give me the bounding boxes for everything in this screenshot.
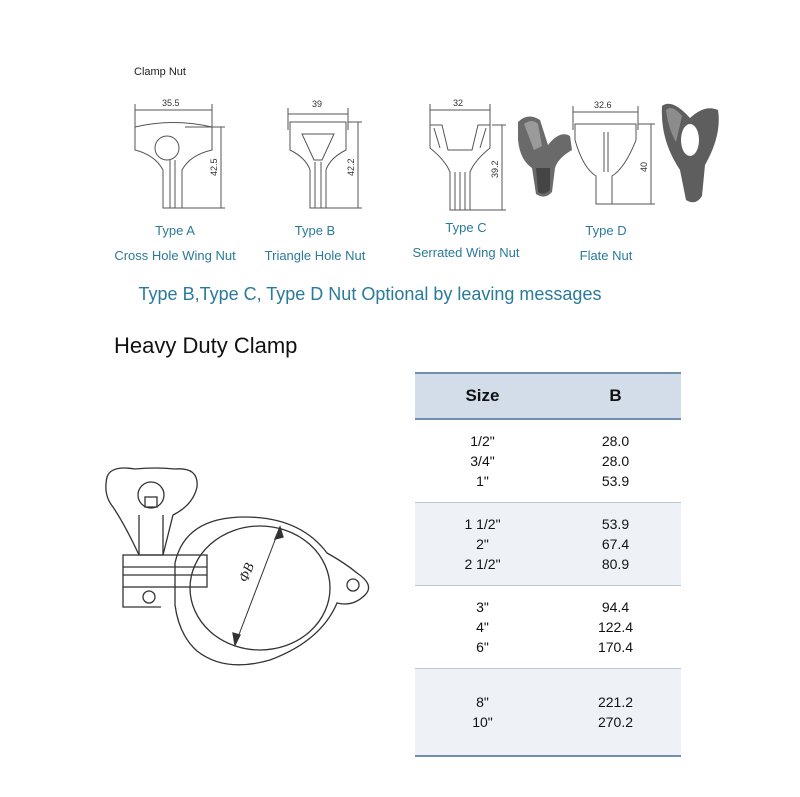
b-cell: 221.2 270.2	[550, 669, 681, 757]
table-row	[415, 586, 681, 669]
diameter-label: ΦB	[236, 561, 258, 585]
b-cell: 53.9 67.4 80.9	[550, 503, 681, 586]
table-row	[415, 669, 681, 757]
type-c-render	[518, 116, 572, 196]
type-b-name: Triangle Hole Nut	[264, 248, 366, 263]
type-a-label: Type A	[155, 223, 195, 238]
clamp-nut-drawings	[0, 0, 800, 280]
type-c-width: 32	[453, 98, 464, 108]
type-d-render	[662, 104, 719, 203]
type-b-label: Type B	[294, 223, 336, 238]
optional-note: Type B,Type C, Type D Nut Optional by leaving messages	[138, 284, 602, 304]
size-cell: 1 1/2" 2" 2 1/2"	[415, 503, 550, 586]
type-a-name: Cross Hole Wing Nut	[114, 248, 236, 263]
type-c-drawing	[430, 104, 506, 210]
size-column-header: Size	[415, 373, 550, 419]
b-cell: 94.4 122.4 170.4	[550, 586, 681, 669]
type-c-height: 39.2	[490, 160, 500, 178]
table-row	[415, 419, 681, 503]
type-b-height: 42.2	[346, 158, 356, 176]
heavy-duty-title: Heavy Duty Clamp	[114, 333, 298, 358]
type-d-name: Flate Nut	[579, 248, 633, 263]
size-cell: 1/2" 3/4" 1"	[415, 419, 550, 503]
heavy-duty-clamp-drawing	[95, 455, 395, 685]
type-c-label: Type C	[445, 220, 487, 235]
type-d-drawing	[573, 106, 655, 204]
type-a-height: 42.5	[209, 158, 219, 176]
type-c-name: Serrated Wing Nut	[412, 245, 520, 260]
clamp-nut-label: Clamp Nut	[134, 66, 186, 78]
b-column-header: B	[550, 373, 681, 419]
table-header-row	[415, 373, 681, 419]
heavy-duty-size-table	[415, 372, 681, 757]
type-d-width: 32.6	[594, 100, 612, 110]
type-d-label: Type D	[585, 223, 627, 238]
table-row	[415, 503, 681, 586]
type-b-width: 39	[312, 99, 323, 109]
type-a-drawing	[135, 104, 225, 208]
type-b-drawing	[288, 108, 362, 208]
type-d-height: 40	[639, 161, 649, 172]
b-cell: 28.0 28.0 53.9	[550, 419, 681, 503]
size-cell: 3" 4" 6"	[415, 586, 550, 669]
size-cell: 8" 10"	[415, 669, 550, 757]
type-a-width: 35.5	[162, 98, 180, 108]
